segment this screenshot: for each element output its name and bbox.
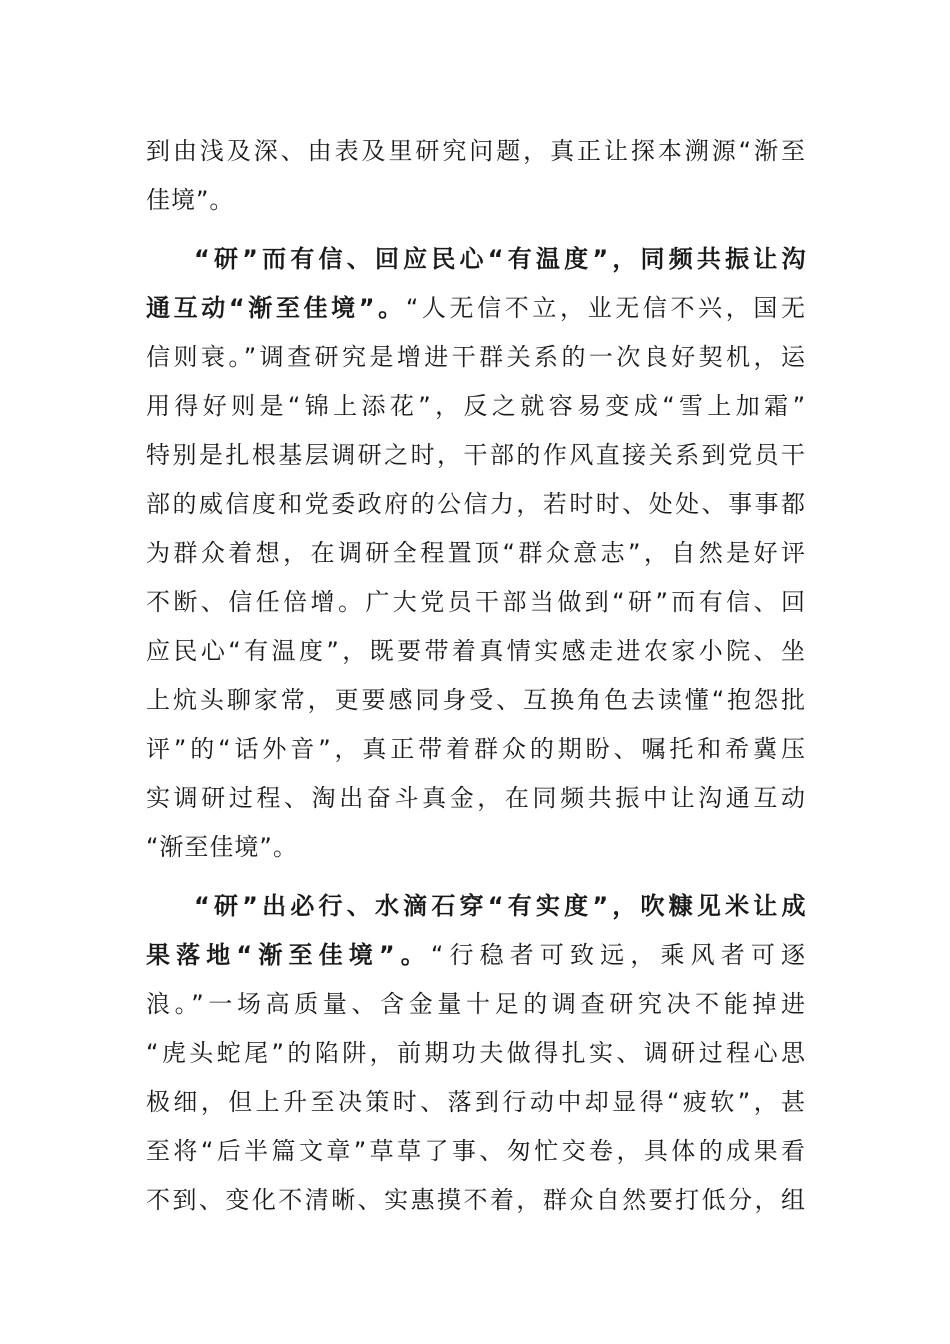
document-body	[146, 127, 806, 1225]
paragraph-3-line: 不到、变化不清晰、实惠摸不着，群众自然要打低分，组	[146, 1186, 806, 1214]
paragraph-3-heading-line-1: “研”出必行、水滴石穿“有实度”，吹糠见米让成	[194, 892, 806, 920]
paragraph-3-heading-bold: 果落地“渐至佳境”。	[146, 941, 431, 969]
paragraph-3-line: 浪。”一场高质量、含金量十足的调查研究决不能掉进	[146, 990, 806, 1018]
paragraph-2-line: 应民心“有温度”，既要带着真情实感走进农家小院、坐	[146, 637, 806, 665]
paragraph-2-line: 评”的“话外音”，真正带着群众的期盼、嘱托和希冀压	[146, 735, 806, 763]
paragraph-3-quote-start: “行稳者可致远，乘风者可逐	[430, 941, 806, 969]
paragraph-2-line: 信则衰。”调查研究是增进干群关系的一次良好契机，运	[146, 343, 806, 371]
paragraph-2-heading-bold: 通互动“渐至佳境”。	[146, 294, 406, 322]
paragraph-3-line: “虎头蛇尾”的陷阱，前期功夫做得扎实、调研过程心思	[146, 1039, 806, 1067]
paragraph-2-line: 为群众着想，在调研全程置顶“群众意志”，自然是好评	[146, 539, 806, 567]
paragraph-2-line: 部的威信度和党委政府的公信力，若时时、处处、事事都	[146, 490, 806, 518]
paragraph-2-line: 实调研过程、淘出奋斗真金，在同频共振中让沟通互动	[146, 784, 806, 812]
paragraph-2-line: 不断、信任倍增。广大党员干部当做到“研”而有信、回	[146, 588, 806, 616]
paragraph-2-heading-line-1: “研”而有信、回应民心“有温度”，同频共振让沟	[194, 245, 806, 273]
paragraph-gap	[146, 225, 806, 235]
paragraph-1-line-1: 到由浅及深、由表及里研究问题，真正让探本溯源“渐至	[146, 137, 806, 165]
paragraph-2-quote-start: “人无信不立，业无信不兴，国无	[405, 294, 807, 322]
paragraph-2-line: 上炕头聊家常，更要感同身受、互换角色去读懂“抱怨批	[146, 686, 806, 714]
paragraph-2-line: 用得好则是“锦上添花”，反之就容易变成“雪上加霜”	[146, 392, 806, 420]
paragraph-gap	[146, 872, 806, 882]
paragraph-1-line-2: 佳境”。	[146, 186, 235, 214]
paragraph-2-line-last: “渐至佳境”。	[146, 833, 298, 861]
paragraph-3-line: 至将“后半篇文章”草草了事、匆忙交卷，具体的成果看	[146, 1137, 806, 1165]
paragraph-3-line: 极细，但上升至决策时、落到行动中却显得“疲软”，甚	[146, 1088, 806, 1116]
paragraph-3-heading-line-2	[146, 931, 806, 980]
paragraph-2-line: 特别是扎根基层调研之时，干部的作风直接关系到党员干	[146, 441, 806, 469]
paragraph-2-heading-line-2	[146, 284, 806, 333]
